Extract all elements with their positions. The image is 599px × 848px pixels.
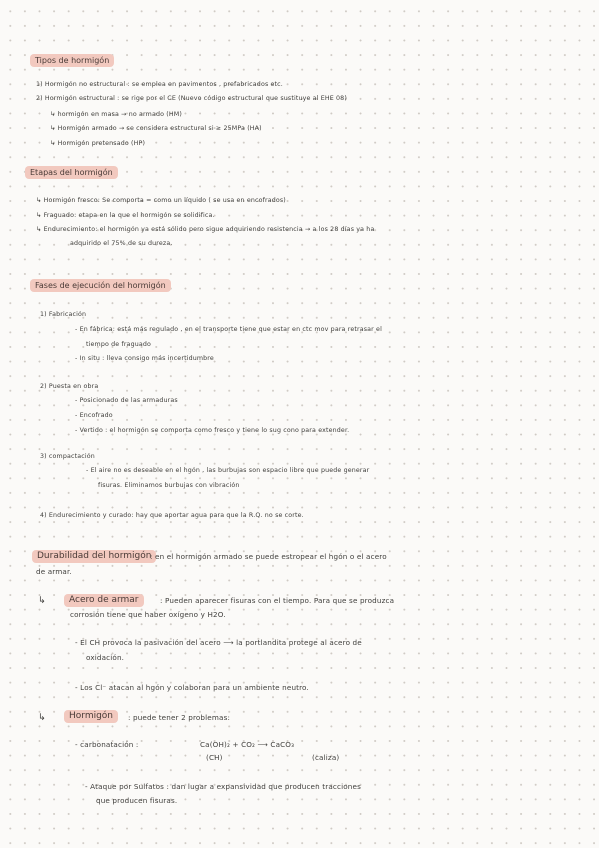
chemical-equation: Ca(OH)₂ + CO₂ ⟶ CaCO₃ bbox=[200, 740, 295, 749]
text-line: : puede tener 2 problemas: bbox=[128, 713, 231, 722]
list-item-continuation: oxidación. bbox=[86, 653, 125, 662]
equation-note: (caliza) bbox=[312, 753, 340, 762]
text-line: corrosión tiene que haber oxígeno y H2O. bbox=[70, 610, 226, 619]
list-item: - Ataque por Sulfatos : dan lugar a expansividad que producen tracciones bbox=[85, 782, 361, 791]
subsection-heading: 2) Puesta en obra bbox=[40, 383, 99, 390]
subsection-heading: 3) compactación bbox=[40, 453, 95, 460]
text-line: : en el hormigón armado se puede estropear el hgón o el acero bbox=[150, 552, 387, 561]
text-line: : Pueden aparecer fisuras con el tiempo. Para que se produzca bbox=[160, 596, 395, 605]
list-item: ↳ Hormigón pretensado (HP) bbox=[50, 140, 146, 147]
list-item-continuation: fisuras. Eliminamos burbujas con vibración bbox=[98, 482, 240, 489]
list-item: - Vertido : el hormigón se comporta como fresco y tiene lo sug cono para extender. bbox=[75, 427, 350, 434]
arrow-icon: ↳ bbox=[38, 595, 46, 606]
list-item: - In situ : lleva consigo más incertidumbre bbox=[75, 355, 214, 362]
list-item-continuation: tiempo de fraguado bbox=[86, 341, 152, 348]
subsection-heading: 4) Endurecimiento y curado: hay que aportar agua para que la R.Q. no se corte. bbox=[40, 512, 304, 519]
list-item: ↳ Fraguado: etapa en la que el hormigón se solidifica. bbox=[36, 212, 215, 219]
list-item: - carbonatación : bbox=[75, 740, 139, 749]
list-item: - El aire no es deseable en el hgón , las burbujas son espacio libre que puede generar bbox=[86, 467, 370, 474]
section-title-etapas: Etapas del hormigón bbox=[25, 166, 118, 179]
list-item: - Encofrado bbox=[75, 412, 113, 419]
text-line: de armar. bbox=[36, 567, 72, 576]
arrow-icon: ↳ bbox=[38, 712, 46, 723]
list-item: ↳ hormigón en masa → no armado (HM) bbox=[50, 111, 182, 118]
text-line: 1) Hormigón no estructural : se emplea en pavimentos , prefabricados etc. bbox=[36, 81, 283, 88]
section-title-tipos: Tipos de hormigón bbox=[30, 54, 114, 67]
section-title-durabilidad: Durabilidad del hormigón bbox=[32, 550, 156, 563]
list-item: ↳ Endurecimiento: el hormigón ya está sólido pero sigue adquiriendo resistencia → a los 28 días ya ha bbox=[36, 226, 375, 233]
list-item: - El CH provoca la pasivación del acero ⟶ la portlandita protege al acero de bbox=[75, 638, 362, 647]
list-item-continuation: que producen fisuras. bbox=[96, 796, 178, 805]
list-item-continuation: adquirido el 75% de su dureza. bbox=[70, 240, 173, 247]
text-line: 2) Hormigón estructural : se rige por el CE (Nuevo código estructural que sustituye al EHE 08) bbox=[36, 95, 347, 102]
highlight-hormigon: Hormigón bbox=[64, 710, 118, 723]
list-item: - Posicionado de las armaduras bbox=[75, 397, 178, 404]
list-item: ↳ Hormigón fresco: Se comporta = como un líquido ( se usa en encofrados) bbox=[36, 197, 286, 204]
list-item: - Los Cl⁻ atacan al hgón y colaboran para un ambiente neutro. bbox=[75, 683, 309, 692]
subsection-heading: 1) Fabricación bbox=[40, 311, 87, 318]
section-title-fases: Fases de ejecución del hormigón bbox=[30, 279, 171, 292]
list-item: ↳ Hormigón armado → se considera estructural si ≥ 25MPa (HA) bbox=[50, 125, 262, 132]
highlight-acero: Acero de armar bbox=[64, 594, 144, 607]
equation-note: (CH) bbox=[206, 753, 223, 762]
list-item: - En fábrica: está más regulado , en el transporte tiene que estar en ctc mov para retrasar el bbox=[75, 326, 382, 333]
